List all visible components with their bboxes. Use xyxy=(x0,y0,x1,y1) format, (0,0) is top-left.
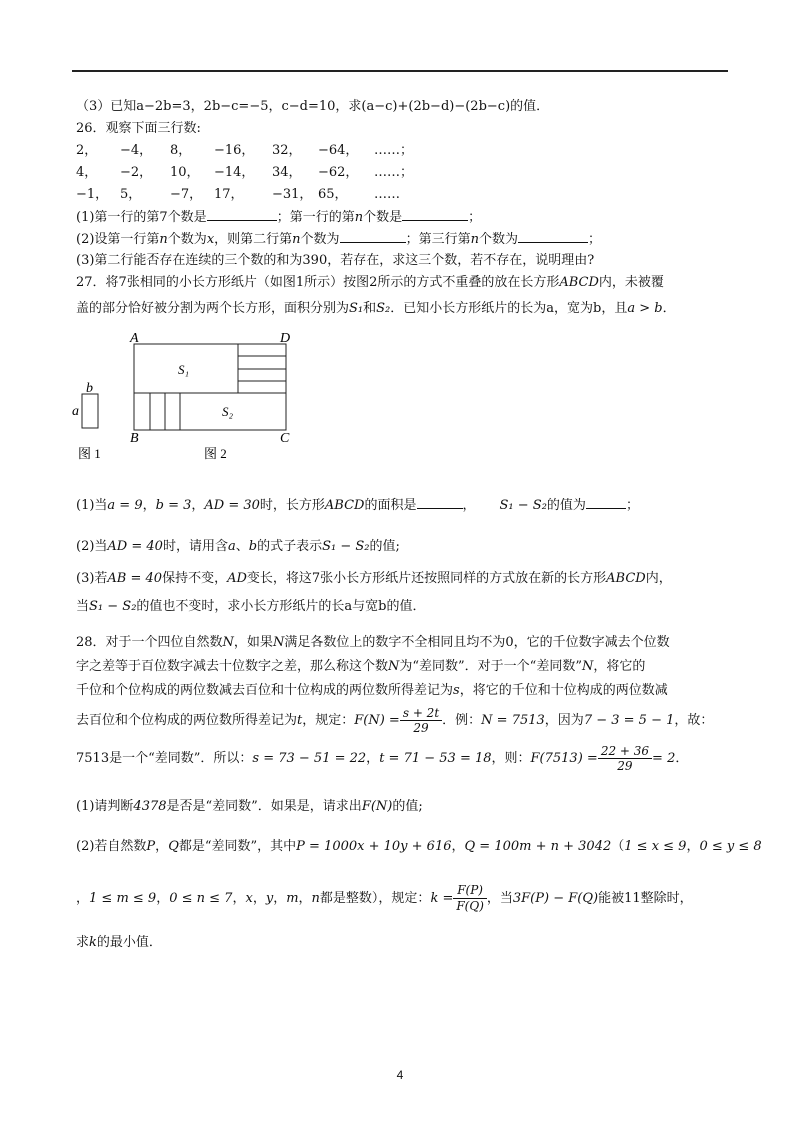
label-a: a xyxy=(72,404,79,419)
area-s1-label: S₁ xyxy=(178,362,190,377)
figure-1-caption: 图 1 xyxy=(78,446,101,461)
q27-part3: (3)若AB = 40保持不变，AD变长，将这7张小长方形纸片还按照同样的方式放在新的长方形ABCD内， xyxy=(76,571,672,586)
answer-blank[interactable] xyxy=(402,208,468,221)
figure-2-caption: 图 2 xyxy=(204,446,227,461)
figure-rectangles xyxy=(70,328,310,478)
answer-blank[interactable] xyxy=(586,496,626,509)
q28-part1: (1)请判断4378是否是“差同数”．如果是，请求出F(N)的值; xyxy=(76,799,423,814)
q26-part1: (1)第一行的第7个数是 ；第一行的第n个数是 ； xyxy=(76,210,482,225)
q26-row2: 4， −2， 10， −14， 34， −62， ……； xyxy=(76,165,414,180)
q28-line5: 7513是一个“差同数”．所以：s = 73 − 51 = 22，t = 71 − 53 = 18，则：F(7513) = $\frac{22 + 36}{29}$ = 2． xyxy=(76,744,689,773)
label-b: b xyxy=(86,381,93,396)
q28-line2: 字之差等于百位数字减去十位数字之差，那么称这个数N为“差同数”．对于一个“差同数”N，将它的 xyxy=(76,659,646,674)
vertex-c: C xyxy=(280,431,290,446)
rectangle-abcd xyxy=(134,344,286,430)
area-s2-label: S₂ xyxy=(222,404,234,419)
q27-line2: 盖的部分恰好被分割为两个长方形，面积分别为S₁和S₂．已知小长方形纸片的长为a，宽为b，且a > b． xyxy=(76,301,676,316)
q26-part3: (3)第二行能否存在连续的三个数的和为390，若存在，求这三个数，若不存在，说明理由? xyxy=(76,253,595,268)
page-number: 4 xyxy=(396,1068,404,1082)
vertex-d: D xyxy=(280,331,291,346)
vertex-a: A xyxy=(130,331,139,346)
q27-line1: 27．将7张相同的小长方形纸片（如图1所示）按图2所示的方式不重叠的放在长方形ABCD内，未被覆 xyxy=(76,275,664,290)
q26-title: 26．观察下面三行数: xyxy=(76,121,201,136)
q28-line4: 去百位和个位构成的两位数所得差记为t，规定：F(N) = $\frac{s + 2t}{29}$ ．例：N = 7513，因为7 − 3 = 5 − 1，故： xyxy=(76,706,714,735)
q28-part2: (2)若自然数P，Q都是“差同数”，其中P = 1000x + 10y + 616，Q = 100m + n + 3042（1 ≤ x ≤ 9，0 ≤ y ≤ 8 xyxy=(76,839,762,854)
vertex-b: B xyxy=(130,431,139,446)
q26-row3: −1， 5， −7， 17， −31， 65， …… xyxy=(76,187,400,202)
q28-part2-end: 求k的最小值． xyxy=(76,935,162,950)
q27-part2: (2)当AD = 40时，请用含a、b的式子表示S₁ − S₂的值; xyxy=(76,539,400,554)
q28-line3: 千位和个位构成的两位数减去百位和十位构成的两位数所得差记为s，将它的千位和十位构成的两位数减 xyxy=(76,683,668,698)
q28-line1: 28．对于一个四位自然数N，如果N满足各数位上的数字不全相同且均不为0，它的千位数字减去个位数 xyxy=(76,635,670,650)
small-rectangle xyxy=(82,394,98,428)
q28-part2-cont: ，1 ≤ m ≤ 9，0 ≤ n ≤ 7，x，y，m，n都是整数），规定：k = $\frac{F(P)}{F(Q)}$ ，当3F(P) − F(Q)能被11整除时， xyxy=(76,883,693,913)
q27-part1: (1)当a = 9，b = 3，AD = 30时，长方形ABCD的面积是 ， S₁ − S₂的值为 ； xyxy=(76,498,639,513)
header-rule xyxy=(72,70,728,72)
answer-blank[interactable] xyxy=(207,208,277,221)
q26-row1: 2， −4， 8， −16， 32， −64， ……； xyxy=(76,143,414,158)
answer-blank[interactable] xyxy=(340,230,406,243)
q27-part3-cont: 当S₁ − S₂的值也不变时，求小长方形纸片的长a与宽b的值． xyxy=(76,599,426,614)
answer-blank[interactable] xyxy=(417,496,463,509)
q25-part3: （3）已知a−2b=3，2b−c=−5，c−d=10，求(a−c)+(2b−d)−(2b−c)的值． xyxy=(76,99,550,114)
answer-blank[interactable] xyxy=(518,230,588,243)
q26-part2: (2)设第一行第n个数为x，则第二行第n个数为 ；第三行第n个数为 ； xyxy=(76,232,601,247)
